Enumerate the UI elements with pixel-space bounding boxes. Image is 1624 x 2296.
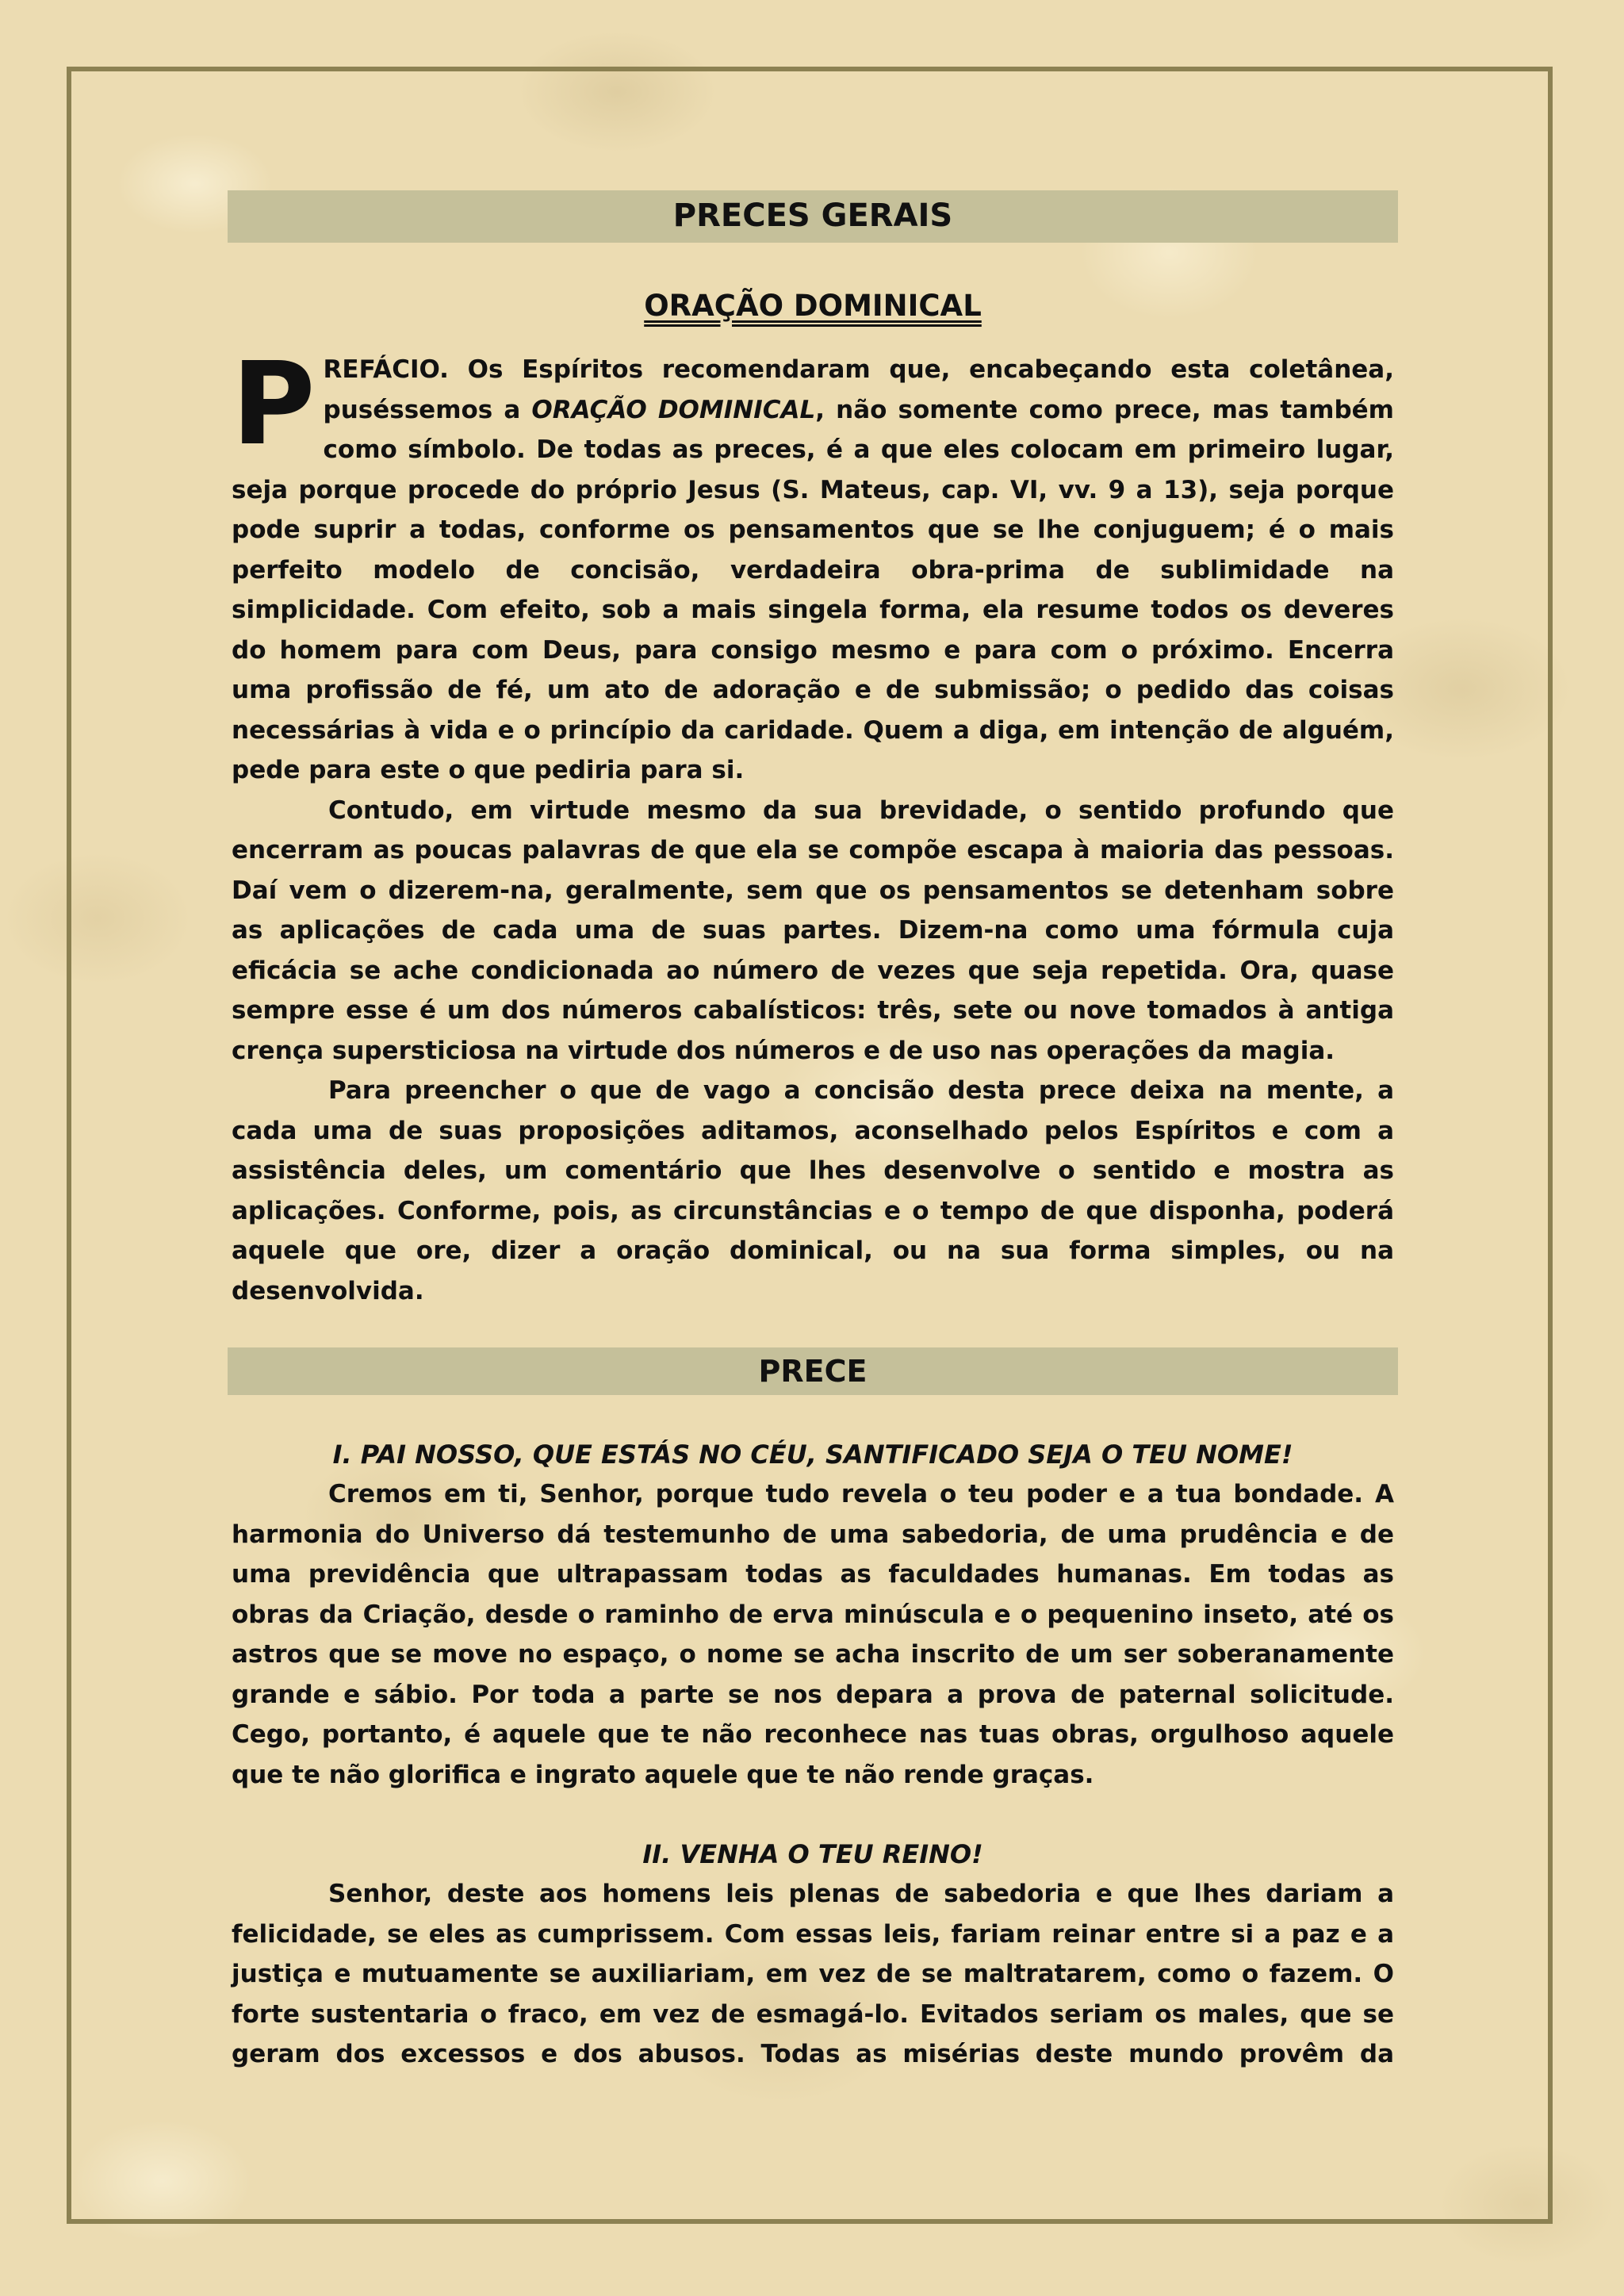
drop-cap: P	[232, 337, 316, 470]
preface-emphasis: ORAÇÃO DOMINICAL	[531, 395, 816, 424]
paragraph-2: Contudo, em virtude mesmo da sua brevidade, o sentido profundo que encerram as poucas palavras de que ela se compõe escapa à maioria das pessoas. Daí vem o dizerem-na, geralmente, sem que os pensamentos se detenham sobre as aplicações de cada uma de suas partes. Dizem-na como uma fórmula cuja eficácia se ache condicionada ao número de vezes que seja repetida. Ora, quase sempre esse é um dos números cabalísticos: três, sete ou nove tomados à antiga crença supersticiosa na virtude dos números e de uso nas operações da magia.	[232, 795, 1394, 1065]
section-2-heading: II. VENHA O TEU REINO!	[642, 1839, 983, 1869]
subtitle	[232, 289, 1394, 323]
section-1-heading: I. PAI NOSSO, QUE ESTÁS NO CÉU, SANTIFICADO SEJA O TEU NOME!	[332, 1439, 1293, 1470]
paragraph-3: Para preencher o que de vago a concisão desta prece deixa na mente, a cada uma de suas proposições aditamos, aconselhado pelos Espíritos e com a assistência deles, um comentário que lhes desenvolve o sentido e mostra as aplicações. Conforme, pois, as circunstâncias e o tempo de que disponha, poderá aquele que ore, dizer a oração dominical, ou na sua forma simples, ou na desenvolvida.	[232, 1076, 1394, 1305]
preface-lead: REFÁCIO. Os Espíritos recomendaram que, encabeçando esta coletânea, puséssemos a	[323, 355, 1394, 424]
preface-paragraph	[232, 337, 1394, 791]
subtitle-text: ORAÇÃO DOMINICAL	[644, 289, 982, 323]
page-title: PRECES GERAIS	[228, 190, 1398, 243]
section-1-text: Cremos em ti, Senhor, porque tudo revela o teu poder e a tua bondade. A harmonia do Universo dá testemunho de uma sabedoria, de uma prudência e de uma previdência que ultrapassam todas as faculdades humanas. Em todas as obras da Criação, desde o raminho de erva minúscula e o pequenino inseto, até os astros que se move no espaço, o nome se acha inscrito de um ser soberanamente grande e sábio. Por toda a parte se nos depara a prova de paternal solicitude. Cego, portanto, é aquele que te não reconhece nas tuas obras, orgulhoso aquele que te não glorifica e ingrato aquele que te não rende graças.	[232, 1480, 1394, 1789]
section-2-text: Senhor, deste aos homens leis plenas de sabedoria e que lhes dariam a felicidade, se eles as cumprissem. Com essas leis, fariam reinar entre si a paz e a justiça e mutuamente se auxiliariam, em vez de se maltratarem, como o fazem. O forte sustentaria o fraco, em vez de esmagá-lo. Evitados seriam os males, que se geram dos excessos e dos abusos. Todas as misérias deste mundo provêm da	[232, 1880, 1394, 2068]
preface-rest: , não somente como prece, mas também como símbolo. De todas as preces, é a que eles colocam em primeiro lugar, seja porque procede do próprio Jesus (S. Mateus, cap. VI, vv. 9 a 13), seja porque pode suprir a todas, conforme os pensamentos que se lhe conjuguem; é o mais perfeito modelo de concisão, verdadeira obra-prima de sublimidade na simplicidade. Com efeito, sob a mais singela forma, ela resume todos os deveres do homem para com Deus, para consigo mesmo e para com o próximo. Encerra uma profissão de fé, um ato de adoração e de submissão; o pedido das coisas necessárias à vida e o princípio da caridade. Quem a diga, em intenção de alguém, pede para este o que pediria para si.	[232, 395, 1394, 784]
prece-heading: PRECE	[228, 1347, 1398, 1395]
document-body	[232, 190, 1394, 2075]
